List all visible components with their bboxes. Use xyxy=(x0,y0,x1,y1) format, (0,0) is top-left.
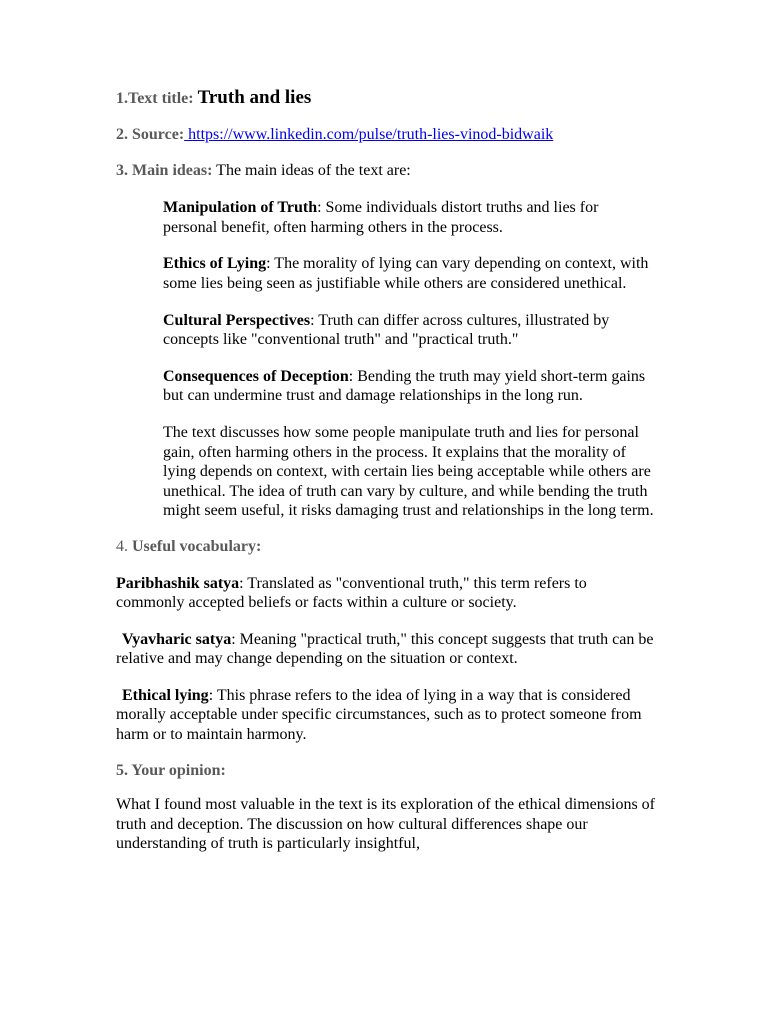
vocabulary-term: Vyavharic satya xyxy=(122,630,232,648)
vocabulary-text: : Meaning "practical truth," this concept suggests that truth can be relative and may change depending on the situation or context. xyxy=(116,630,654,668)
opinion-label: 5. Your opinion: xyxy=(116,761,226,779)
source-link[interactable]: https://www.linkedin.com/pulse/truth-lies-vinod-bidwaik xyxy=(184,126,554,143)
text-title-line xyxy=(116,86,656,111)
idea-item xyxy=(163,198,656,237)
document-page xyxy=(116,86,656,854)
vocabulary-heading xyxy=(116,537,656,557)
vocabulary-item xyxy=(116,630,656,669)
text-title: Truth and lies xyxy=(197,87,312,108)
vocabulary-item xyxy=(116,686,656,745)
vocabulary-text: : This phrase refers to the idea of lying in a way that is considered morally acceptable under specific circumstances, such as to protect someone from harm or to maintain harmony. xyxy=(116,686,642,744)
idea-term: Consequences of Deception xyxy=(163,367,349,385)
vocabulary-label: Useful vocabulary: xyxy=(132,537,262,555)
vocabulary-number: 4. xyxy=(116,537,128,555)
main-ideas-line xyxy=(116,161,656,181)
idea-item xyxy=(163,254,656,293)
vocabulary-term: Paribhashik satya xyxy=(116,574,240,592)
idea-text: : Bending the truth may yield short-term gains but can undermine trust and damage relationships in the long run. xyxy=(163,367,646,405)
idea-text: : Truth can differ across cultures, illustrated by concepts like "conventional truth" and "practical truth." xyxy=(163,311,610,349)
vocabulary-item xyxy=(116,574,656,613)
main-ideas-label: 3. Main ideas: xyxy=(116,161,213,179)
source-line xyxy=(116,125,656,145)
idea-term: Ethics of Lying xyxy=(163,255,267,273)
opinion-paragraph: What I found most valuable in the text is its exploration of the ethical dimensions of truth and deception. The discussion on how cultural differences shape our understanding of truth is particularly insightful, xyxy=(116,796,655,853)
idea-term: Cultural Perspectives xyxy=(163,311,311,329)
summary-paragraph: The text discusses how some people manipulate truth and lies for personal gain, often harming others in the process. It explains that the morality of lying depends on context, with certain lies being acceptable while others are unethical. The idea of truth can vary by culture, and while bending the truth might seem useful, it risks damaging trust and relationships in the long term. xyxy=(163,423,654,520)
text-title-label: 1.Text title: xyxy=(116,90,194,107)
main-ideas-intro: The main ideas of the text are: xyxy=(212,161,411,179)
vocabulary-term: Ethical lying xyxy=(122,686,209,704)
opinion-heading xyxy=(116,761,656,781)
idea-text: : The morality of lying can vary depending on context, with some lies being seen as justifiable while others are considered unethical. xyxy=(163,255,649,292)
source-label: 2. Source: xyxy=(116,126,185,143)
idea-item xyxy=(163,367,656,406)
idea-item xyxy=(163,311,656,350)
idea-text: : Some individuals distort truths and lies for personal benefit, often harming others in the process. xyxy=(163,199,599,236)
idea-term: Manipulation of Truth xyxy=(163,199,318,217)
vocabulary-text: : Translated as "conventional truth," this term refers to commonly accepted beliefs or facts within a culture or society. xyxy=(116,574,587,612)
